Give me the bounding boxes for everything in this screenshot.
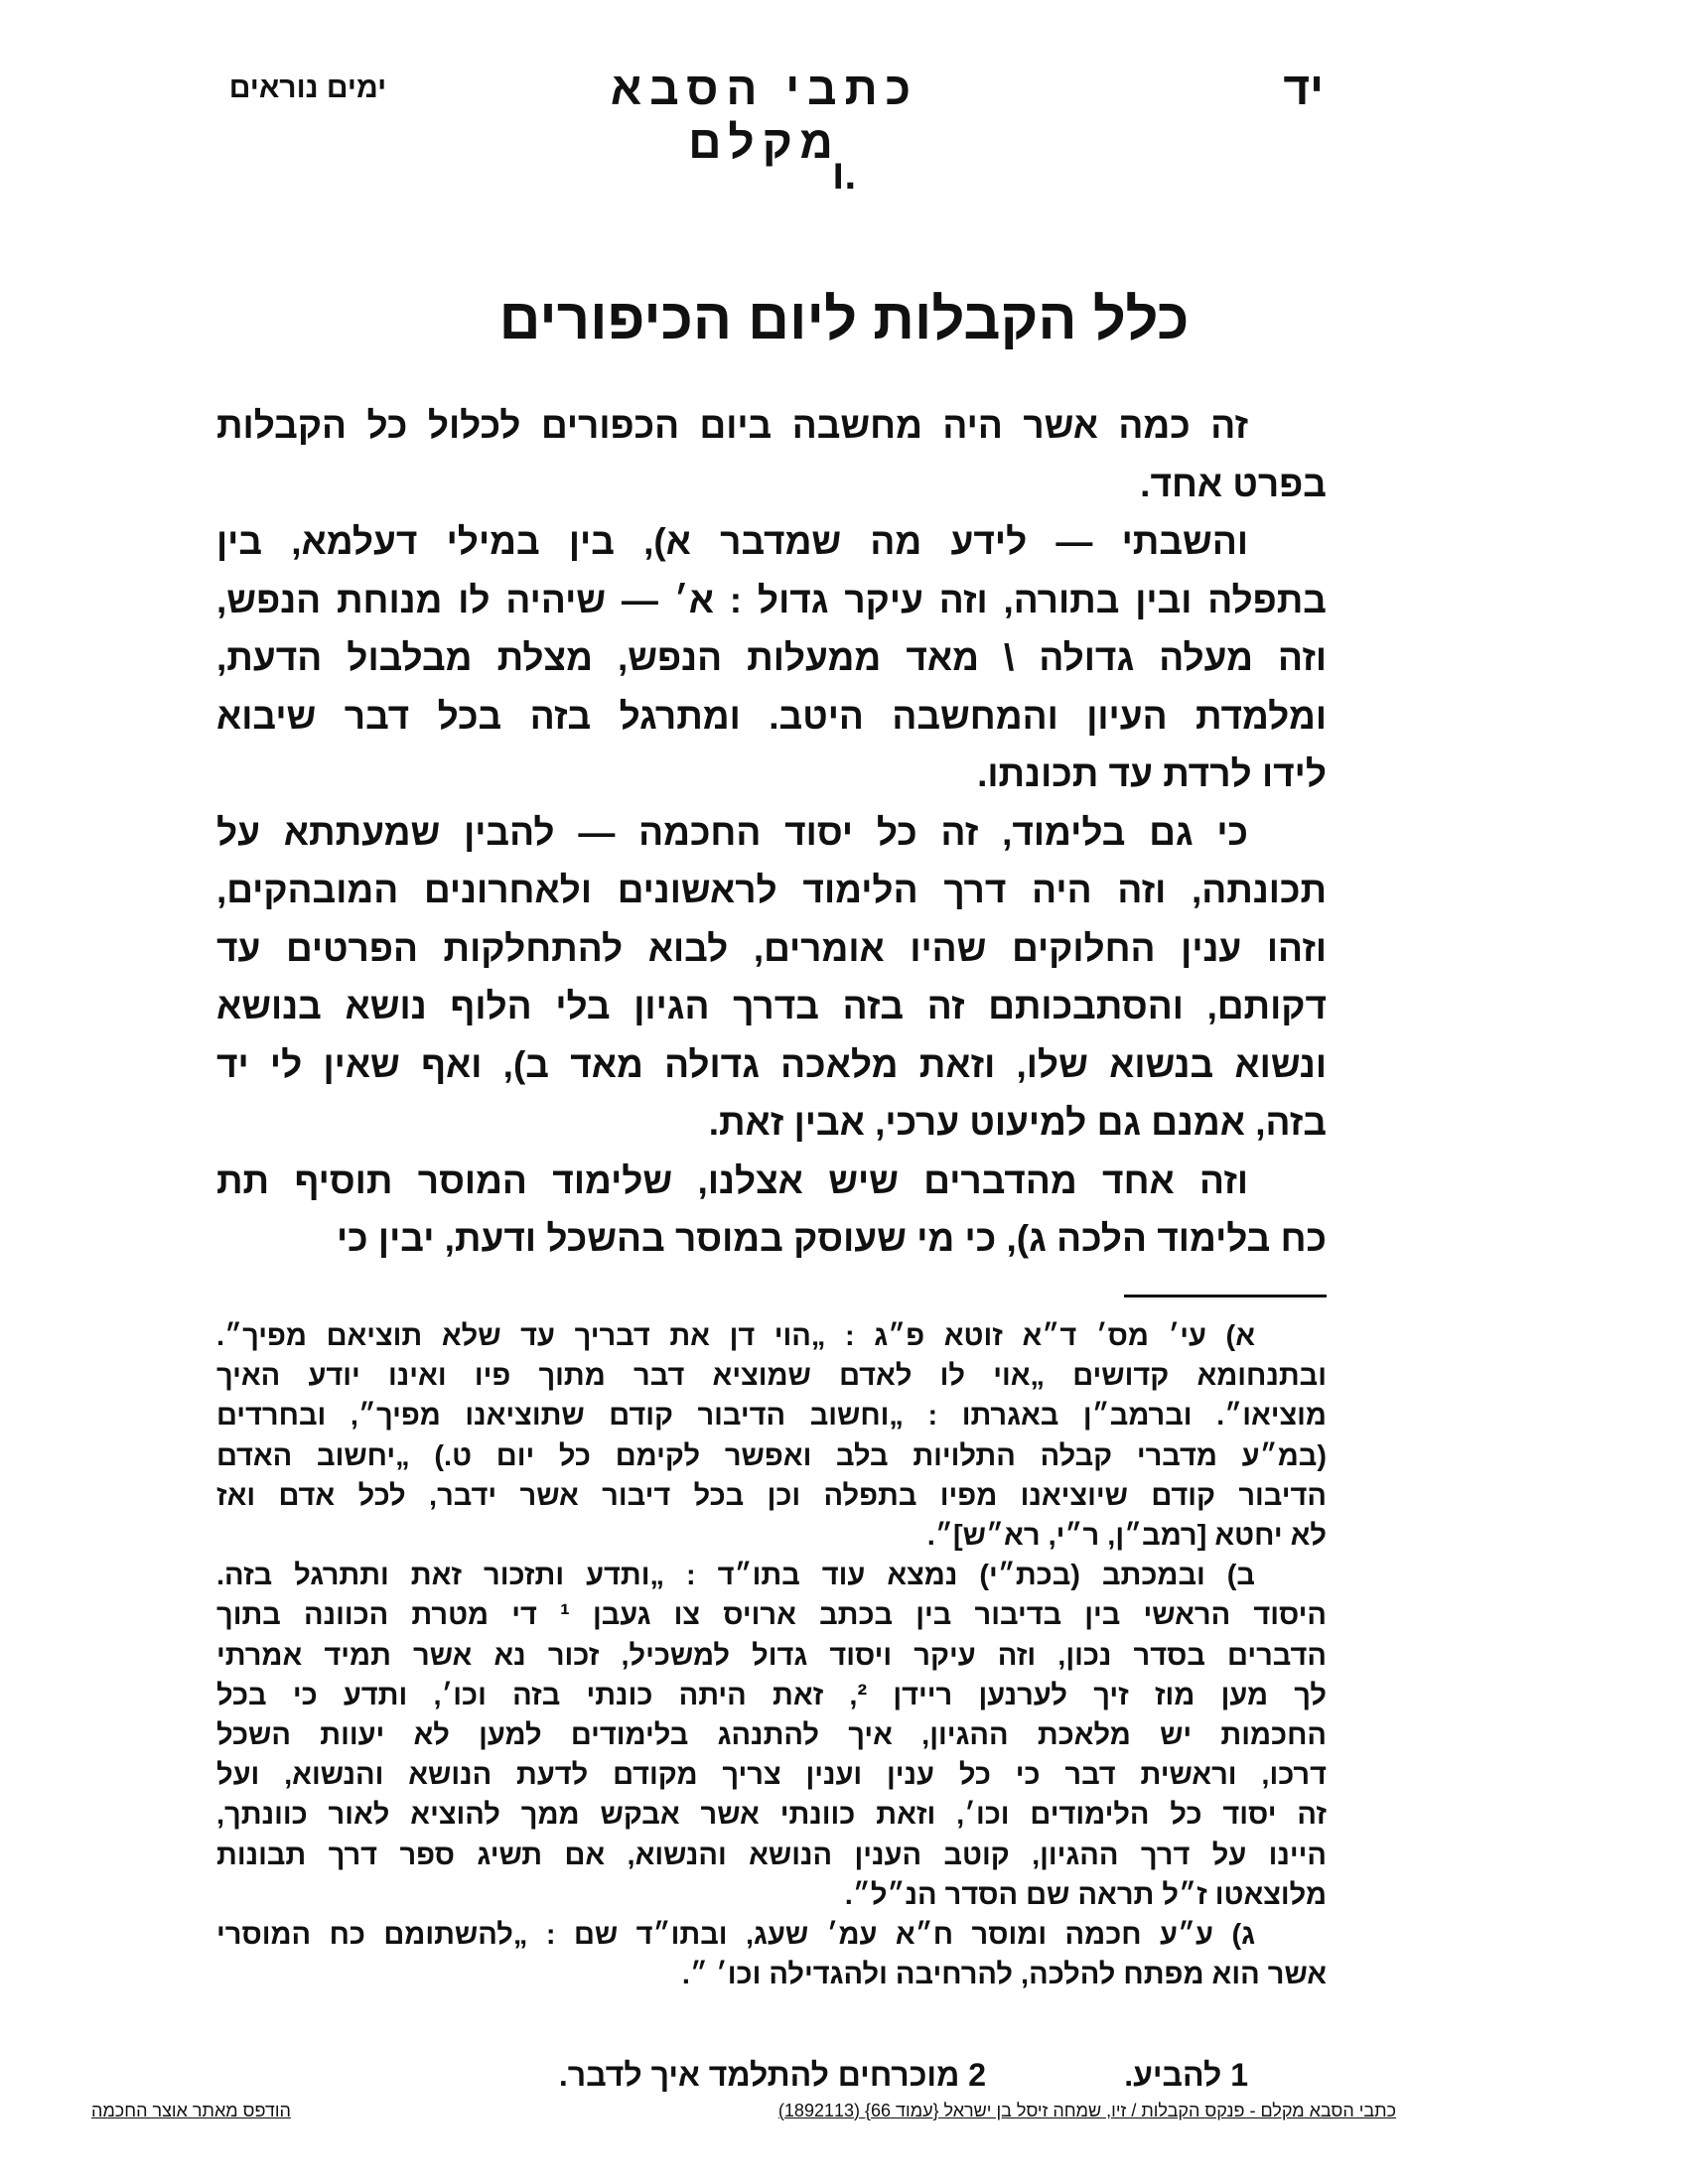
text-line: מלוצאטו ז״ל תראה שם הסדר הנ״ל״. xyxy=(844,1878,1327,1911)
text-line: החכמות יש מלאכת ההגיון, איך להתנהג בלימודים למען לא יעוות השכל xyxy=(216,1719,1327,1752)
text-line: תכונתה, וזה היה דרך הלימוד לראשונים ולאחרונים המובהקים, xyxy=(216,870,1327,910)
text-line: היינו על דרך ההגיון, קוטב הענין הנושא והנשוא, אם תשיג ספר דרך תבונות xyxy=(216,1839,1327,1871)
text-line: הדברים בסדר נכון, וזה עיקר ויסוד גדול למשכיל, זכור נא אשר תמיד אמרתי xyxy=(216,1639,1327,1672)
text-line: בפרט אחד. xyxy=(1140,463,1327,504)
text-line: לא יחטא [רמב״ן, ר״י, רא״ש]״. xyxy=(926,1520,1327,1553)
footnote xyxy=(216,1556,1327,1915)
running-head-section: ימים נוראים xyxy=(228,71,387,104)
text-line: בתפלה ובין בתורה, וזה עיקר גדול : א׳ — שיהיה לו מנוחת הנפש, xyxy=(216,579,1327,620)
text-line: לידו לרדת עד תכונתו. xyxy=(977,753,1327,794)
text-line: ג) ע״ע חכמה ומוסר ח״א עמ׳ שעג, ובתו״ד שם : „להשתומם כח המוסרי xyxy=(216,1919,1255,1952)
text-line: בזה, אמנם גם למיעוט ערכי, אבין זאת. xyxy=(708,1102,1327,1143)
text-line: זה יסוד כל הלימודים וכו׳, וזאת כוונתי אשר אבקש ממך להוציא לאור כוונתך, xyxy=(216,1799,1327,1832)
page-number: יד xyxy=(1283,63,1324,114)
bottom-note: 1 להביע. xyxy=(1124,2057,1248,2093)
text-line: הדיבור קודם שיוציאנו מפיו בתפלה וכן בכל דיבור אשר ידבר, לכל אדם ואז xyxy=(216,1479,1327,1512)
text-line: (במ״ע מדברי קבלה התלויות בלב ואפשר לקימם כל יום ט.) „יחשוב האדם xyxy=(216,1439,1327,1472)
text-line: ונשוא בנשוא שלו, וזאת מלאכה גדולה מאד ב), ואף שאין לי יד xyxy=(216,1043,1327,1085)
footnote xyxy=(216,1915,1327,1994)
text-line: דקותם, והסתבכותם זה בזה בדרך הגיון בלי הלוף נושא בנושא xyxy=(216,986,1327,1026)
footer-source-link[interactable]: כתבי הסבא מקלם - פנקס הקבלות / זיו, שמחה זיסל בן ישראל {עמוד 66} (1892113) xyxy=(777,2101,1397,2120)
bottom-note: 2 מוכרחים להתלמד איך לדבר. xyxy=(558,2057,986,2093)
text-line: כח בלימוד הלכה ג), כי מי שעוסק במוסר בהשכל ודעת, יבין כי xyxy=(337,1218,1327,1259)
paragraph xyxy=(216,513,1327,804)
text-line: לך מען מוז זיך לערנען ריידן ², זאת היתה כונתי בזה וכו׳, ותדע כי בכל xyxy=(216,1679,1327,1711)
paragraph xyxy=(216,804,1327,1153)
text-line: ובתנחומא קדושים „אוי לו לאדם שמוציא דבר מתוך פיו ואינו יודע האיך xyxy=(216,1360,1327,1393)
footnote-divider xyxy=(1124,1295,1327,1297)
text-line: א) עי׳ מס׳ ד״א זוטא פ״ג : „הוי דן את דבריך עד שלא תוציאם מפיך״. xyxy=(216,1320,1255,1352)
chapter-number: ו. xyxy=(831,151,857,198)
paragraph xyxy=(216,397,1327,513)
main-text xyxy=(216,397,1327,1269)
footer-printed-from-link[interactable]: הודפס מאתר אוצר החכמה xyxy=(91,2101,291,2120)
text-line: ומלמדת העיון והמחשבה היטב. ומתרגל בזה בכל דבר שיבוא xyxy=(216,695,1327,737)
text-line: והשבתי — לידע מה שמדבר א), בין במילי דעלמא, בין xyxy=(216,521,1248,562)
text-line: כי גם בלימוד, זה כל יסוד החכמה — להבין שמעתתא על xyxy=(216,811,1248,853)
text-line: וזה מעלה גדולה \ מאד ממעלות הנפש, מצלת מבלבול הדעת, xyxy=(216,637,1327,678)
text-line: ב) ובמכתב (בכת״י) נמצא עוד בתו״ד : „ותדע ותזכור זאת ותתרגל בזה. xyxy=(216,1560,1255,1592)
running-head-book-title: כתבי הסבא מקלם xyxy=(610,63,919,168)
text-line: מוציאו״. וברמב״ן באגרתו : „וחשוב הדיבור קודם שתוציאנו מפיך״, ובחרדים xyxy=(216,1400,1327,1433)
chapter-title: כלל הקבלות ליום הכיפורים xyxy=(498,287,1190,351)
text-line: וזהו ענין החלוקים שהיו אומרים, לבוא להתחלקות הפרטים עד xyxy=(216,927,1327,969)
text-line: וזה אחד מהדברים שיש אצלנו, שלימוד המוסר תוסיף תת xyxy=(216,1160,1248,1201)
footnote xyxy=(216,1316,1327,1556)
footnotes xyxy=(216,1316,1327,1994)
text-line: אשר הוא מפתח להלכה, להרחיבה ולהגדילה וכו׳ ״. xyxy=(681,1959,1327,1991)
text-line: זה כמה אשר היה מחשבה ביום הכפורים לכלול כל הקבלות xyxy=(216,405,1248,446)
paragraph xyxy=(216,1153,1327,1269)
text-line: היסוד הראשי בין בדיבור בין בכתב ארויס צו געבן ¹ די מטרת הכוונה בתוך xyxy=(216,1599,1327,1632)
text-line: דרכו, וראשית דבר כי כל ענין וענין צריך מקודם לדעת הנושא והנשוא, ועל xyxy=(216,1759,1327,1792)
